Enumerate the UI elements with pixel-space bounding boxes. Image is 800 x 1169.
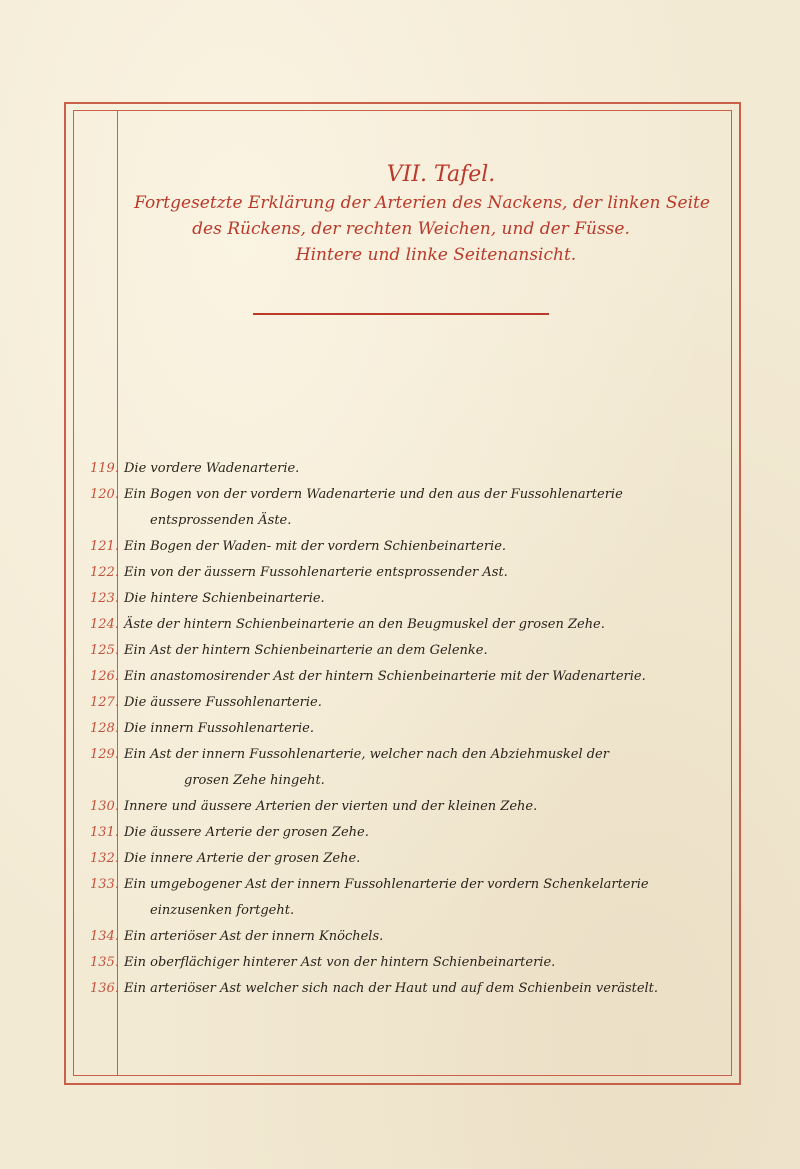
plate-number: VII. Tafel. xyxy=(386,162,496,187)
list-item xyxy=(80,924,730,950)
entry-line: Ein von der äussern Fussohlenarterie entsprossender Ast. xyxy=(124,565,508,580)
list-item xyxy=(80,482,730,534)
entry-text xyxy=(124,690,730,716)
plate-title-block xyxy=(120,160,732,268)
entry-line: Die äussere Arterie der grosen Zehe. xyxy=(124,825,369,840)
list-item xyxy=(80,794,730,820)
entry-line: Die äussere Fussohlenarterie. xyxy=(124,695,322,710)
list-item xyxy=(80,456,730,482)
entry-number: 120. xyxy=(90,487,119,502)
list-item xyxy=(80,534,730,560)
entry-number: 127. xyxy=(90,695,119,710)
entry-number: 130. xyxy=(90,799,119,814)
entry-number: 124. xyxy=(90,617,119,632)
entry-line: Ein oberflächiger hinterer Ast von der hintern Schienbeinarterie. xyxy=(124,955,556,970)
entry-number: 132. xyxy=(90,851,119,866)
entry-line: Ein anastomosirender Ast der hintern Schienbeinarterie mit der Wadenarterie. xyxy=(124,669,646,684)
entry-number: 135. xyxy=(90,955,119,970)
list-item xyxy=(80,716,730,742)
entry-text xyxy=(124,820,730,846)
entry-number: 122. xyxy=(90,565,119,580)
entry-line: Ein Ast der innern Fussohlenarterie, welcher nach den Abziehmuskel der xyxy=(124,747,609,762)
entry-number: 119. xyxy=(90,461,119,476)
entry-continuation: grosen Zehe hingeht. xyxy=(184,773,325,788)
entry-line: Ein Bogen der Waden- mit der vordern Schienbeinarterie. xyxy=(124,539,507,554)
entry-line: Ein arteriöser Ast welcher sich nach der Haut und auf dem Schienbein verästelt. xyxy=(124,981,659,996)
entry-line: Die innern Fussohlenarterie. xyxy=(124,721,314,736)
entry-line: Ein arteriöser Ast der innern Knöchels. xyxy=(124,929,384,944)
entry-number: 136. xyxy=(90,981,119,996)
list-item xyxy=(80,950,730,976)
list-item xyxy=(80,560,730,586)
entry-continuation: einzusenken fortgeht. xyxy=(150,903,295,918)
list-item xyxy=(80,664,730,690)
entry-text xyxy=(124,846,730,872)
entry-number: 134. xyxy=(90,929,119,944)
entry-number: 129. xyxy=(90,747,119,762)
list-item xyxy=(80,690,730,716)
list-item xyxy=(80,638,730,664)
entry-number: 123. xyxy=(90,591,119,606)
entry-text xyxy=(124,534,730,560)
entry-list xyxy=(80,456,730,1002)
entry-text xyxy=(124,950,730,976)
entry-line: Ein Bogen von der vordern Wadenarterie und den aus der Fussohlenarterie xyxy=(124,487,623,502)
entry-line: Innere und äussere Arterien der vierten und der kleinen Zehe. xyxy=(124,799,538,814)
entry-line: Die innere Arterie der grosen Zehe. xyxy=(124,851,361,866)
entry-text xyxy=(124,560,730,586)
entry-number: 126. xyxy=(90,669,119,684)
entry-number: 121. xyxy=(90,539,119,554)
entry-text xyxy=(124,638,730,664)
entry-text xyxy=(124,482,730,534)
entry-number: 133. xyxy=(90,877,119,892)
entry-number: 125. xyxy=(90,643,119,658)
entry-number: 128. xyxy=(90,721,119,736)
entry-line: Die vordere Wadenarterie. xyxy=(124,461,300,476)
list-item xyxy=(80,742,730,794)
list-item xyxy=(80,976,730,1002)
list-item xyxy=(80,586,730,612)
entry-line: Ein Ast der hintern Schienbeinarterie an dem Gelenke. xyxy=(124,643,488,658)
title-line-3: Hintere und linke Seitenansicht. xyxy=(295,245,577,265)
list-item xyxy=(80,612,730,638)
entry-number: 131. xyxy=(90,825,119,840)
entry-text xyxy=(124,872,730,924)
entry-text xyxy=(124,742,730,794)
entry-line: Äste der hintern Schienbeinarterie an den Beugmuskel der grosen Zehe. xyxy=(124,617,605,632)
entry-text xyxy=(124,586,730,612)
entry-line: Ein umgebogener Ast der innern Fussohlenarterie der vordern Schenkelarterie xyxy=(124,877,649,892)
title-line-1: Fortgesetzte Erklärung der Arterien des Nackens, der linken Seite xyxy=(134,193,710,213)
entry-text xyxy=(124,716,730,742)
entry-text xyxy=(124,924,730,950)
entry-text xyxy=(124,794,730,820)
entry-line: Die hintere Schienbeinarterie. xyxy=(124,591,325,606)
entry-text xyxy=(124,664,730,690)
entry-text xyxy=(124,612,730,638)
entry-continuation: entsprossenden Äste. xyxy=(150,513,292,528)
list-item xyxy=(80,846,730,872)
entry-text xyxy=(124,976,730,1002)
entry-text xyxy=(124,456,730,482)
title-underline xyxy=(253,313,549,315)
list-item xyxy=(80,820,730,846)
title-line-2: des Rückens, der rechten Weichen, und der Füsse. xyxy=(192,219,630,239)
list-item xyxy=(80,872,730,924)
